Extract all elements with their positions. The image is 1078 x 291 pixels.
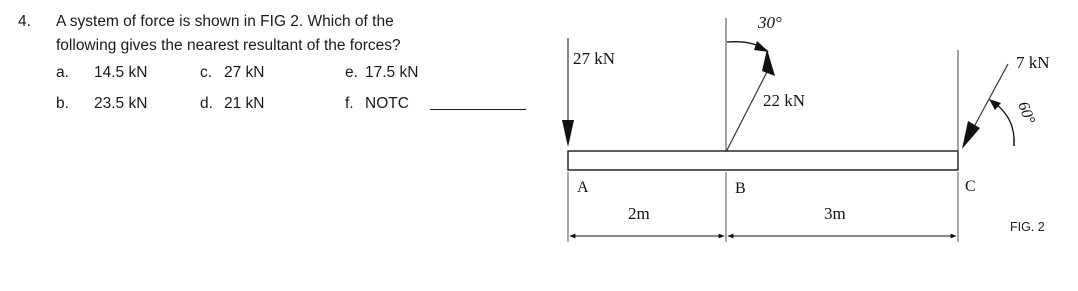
force-7kn-label: 7 kN xyxy=(1016,53,1050,72)
choice-f-text: NOTC xyxy=(365,95,409,112)
choice-d-letter: d. xyxy=(200,95,213,112)
figure-caption: FIG. 2 xyxy=(1010,220,1045,234)
question-text-line-1: A system of force is shown in FIG 2. Which of the xyxy=(56,13,394,30)
force-27kn-label: 27 kN xyxy=(573,49,616,68)
angle-arc-30-arrowhead xyxy=(754,41,769,52)
angle-arc-60-arrowhead xyxy=(989,99,1001,110)
question-number: 4. xyxy=(18,13,31,30)
beam xyxy=(568,151,958,170)
force-22kn-label: 22 kN xyxy=(763,91,806,110)
angle-60-label: 60° xyxy=(1014,99,1038,127)
choice-e-text: 17.5 kN xyxy=(365,64,419,81)
point-c-label: C xyxy=(965,178,976,195)
choice-d-text: 21 kN xyxy=(224,95,265,112)
choice-c-letter: c. xyxy=(200,64,213,81)
question-text-line-2: following gives the nearest resultant of the forces? xyxy=(56,37,401,54)
choice-a-text: 14.5 kN xyxy=(94,64,148,81)
choice-e-letter: e. xyxy=(345,64,358,81)
force-7kn-arrow xyxy=(962,64,1008,149)
point-b-label: B xyxy=(735,180,746,197)
choice-b-letter: b. xyxy=(56,95,69,112)
angle-30-label: 30° xyxy=(758,13,782,32)
choice-a-letter: a. xyxy=(56,64,69,81)
choice-f-letter: f. xyxy=(345,95,354,112)
point-a-label: A xyxy=(577,179,589,196)
dimension-bc-label: 3m xyxy=(824,204,846,223)
dimension-ab-label: 2m xyxy=(628,204,650,223)
angle-arc-60 xyxy=(996,104,1014,138)
choice-b-text: 23.5 kN xyxy=(94,95,148,112)
choice-c-text: 27 kN xyxy=(224,64,265,81)
